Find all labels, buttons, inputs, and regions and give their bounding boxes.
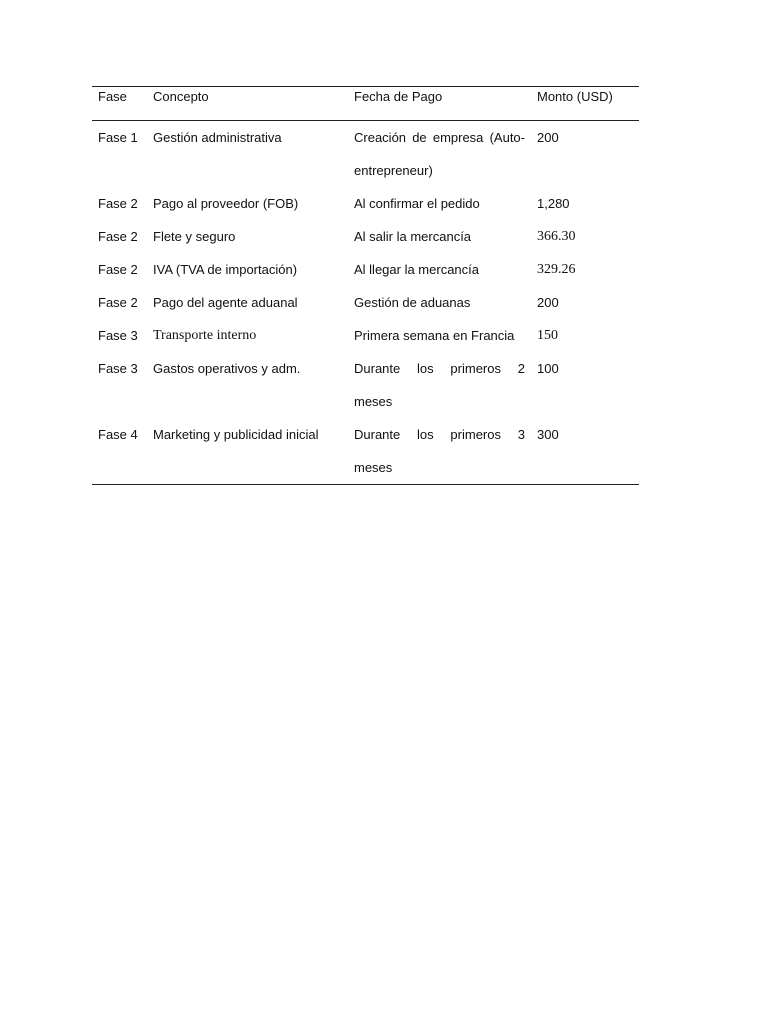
cell-concepto: Transporte interno — [153, 328, 257, 343]
cell-fecha — [348, 352, 531, 418]
cell-fecha: Al confirmar el pedido — [354, 196, 480, 211]
header-concepto: Concepto — [153, 89, 209, 104]
cell-monto: 100 — [537, 361, 559, 376]
cell-concepto: Gastos operativos y adm. — [153, 361, 301, 376]
cell-fase: Fase 2 — [98, 262, 138, 277]
cell-fecha-line2: entrepreneur) — [354, 163, 433, 178]
table-row — [92, 418, 639, 485]
header-fase: Fase — [98, 89, 127, 104]
cell-fase: Fase 3 — [98, 361, 138, 376]
cell-fecha-line1: Creación de empresa (Auto- — [354, 130, 525, 145]
cell-monto: 329.26 — [537, 262, 576, 277]
cell-fecha: Al salir la mercancía — [354, 229, 472, 244]
cell-fase: Fase 1 — [98, 130, 138, 145]
table-header — [92, 87, 639, 121]
cell-monto: 200 — [537, 295, 559, 310]
header-row — [92, 87, 639, 121]
table-body — [92, 121, 639, 485]
cell-monto: 300 — [537, 427, 559, 442]
cell-fase: Fase 2 — [98, 295, 138, 310]
table-row — [92, 253, 639, 286]
cell-fecha: Gestión de aduanas — [354, 295, 471, 310]
cell-concepto: IVA (TVA de importación) — [153, 262, 298, 277]
table-row — [92, 352, 639, 418]
cell-fecha — [348, 121, 531, 188]
table-row — [92, 220, 639, 253]
cell-fecha — [348, 418, 531, 485]
cell-fase: Fase 2 — [98, 196, 138, 211]
cell-monto: 366.30 — [537, 229, 576, 244]
payment-schedule-table — [92, 86, 639, 485]
cell-monto: 200 — [537, 130, 559, 145]
cell-fase: Fase 2 — [98, 229, 138, 244]
header-fecha-de-pago: Fecha de Pago — [354, 89, 443, 104]
table-row — [92, 121, 639, 188]
cell-fecha: Al llegar la mercancía — [354, 262, 479, 277]
cell-monto: 150 — [537, 328, 558, 343]
cell-fecha: Primera semana en Francia — [354, 328, 515, 343]
cell-fecha-line1: Durante los primeros 3 — [354, 427, 525, 442]
cell-concepto: Pago del agente aduanal — [153, 295, 298, 310]
cell-fecha-line2: meses — [354, 394, 393, 409]
table-row — [92, 319, 639, 352]
cell-monto: 1,280 — [537, 196, 570, 211]
cell-concepto: Pago al proveedor (FOB) — [153, 196, 299, 211]
cell-fecha-line1: Durante los primeros 2 — [354, 361, 525, 376]
cell-fase: Fase 3 — [98, 328, 138, 343]
cell-fecha-line2: meses — [354, 460, 393, 475]
cell-concepto: Flete y seguro — [153, 229, 236, 244]
table-row — [92, 187, 639, 220]
table-row — [92, 286, 639, 319]
header-monto: Monto (USD) — [537, 89, 613, 104]
cell-concepto: Gestión administrativa — [153, 130, 282, 145]
cell-concepto: Marketing y publicidad inicial — [153, 427, 319, 442]
cell-fase: Fase 4 — [98, 427, 138, 442]
